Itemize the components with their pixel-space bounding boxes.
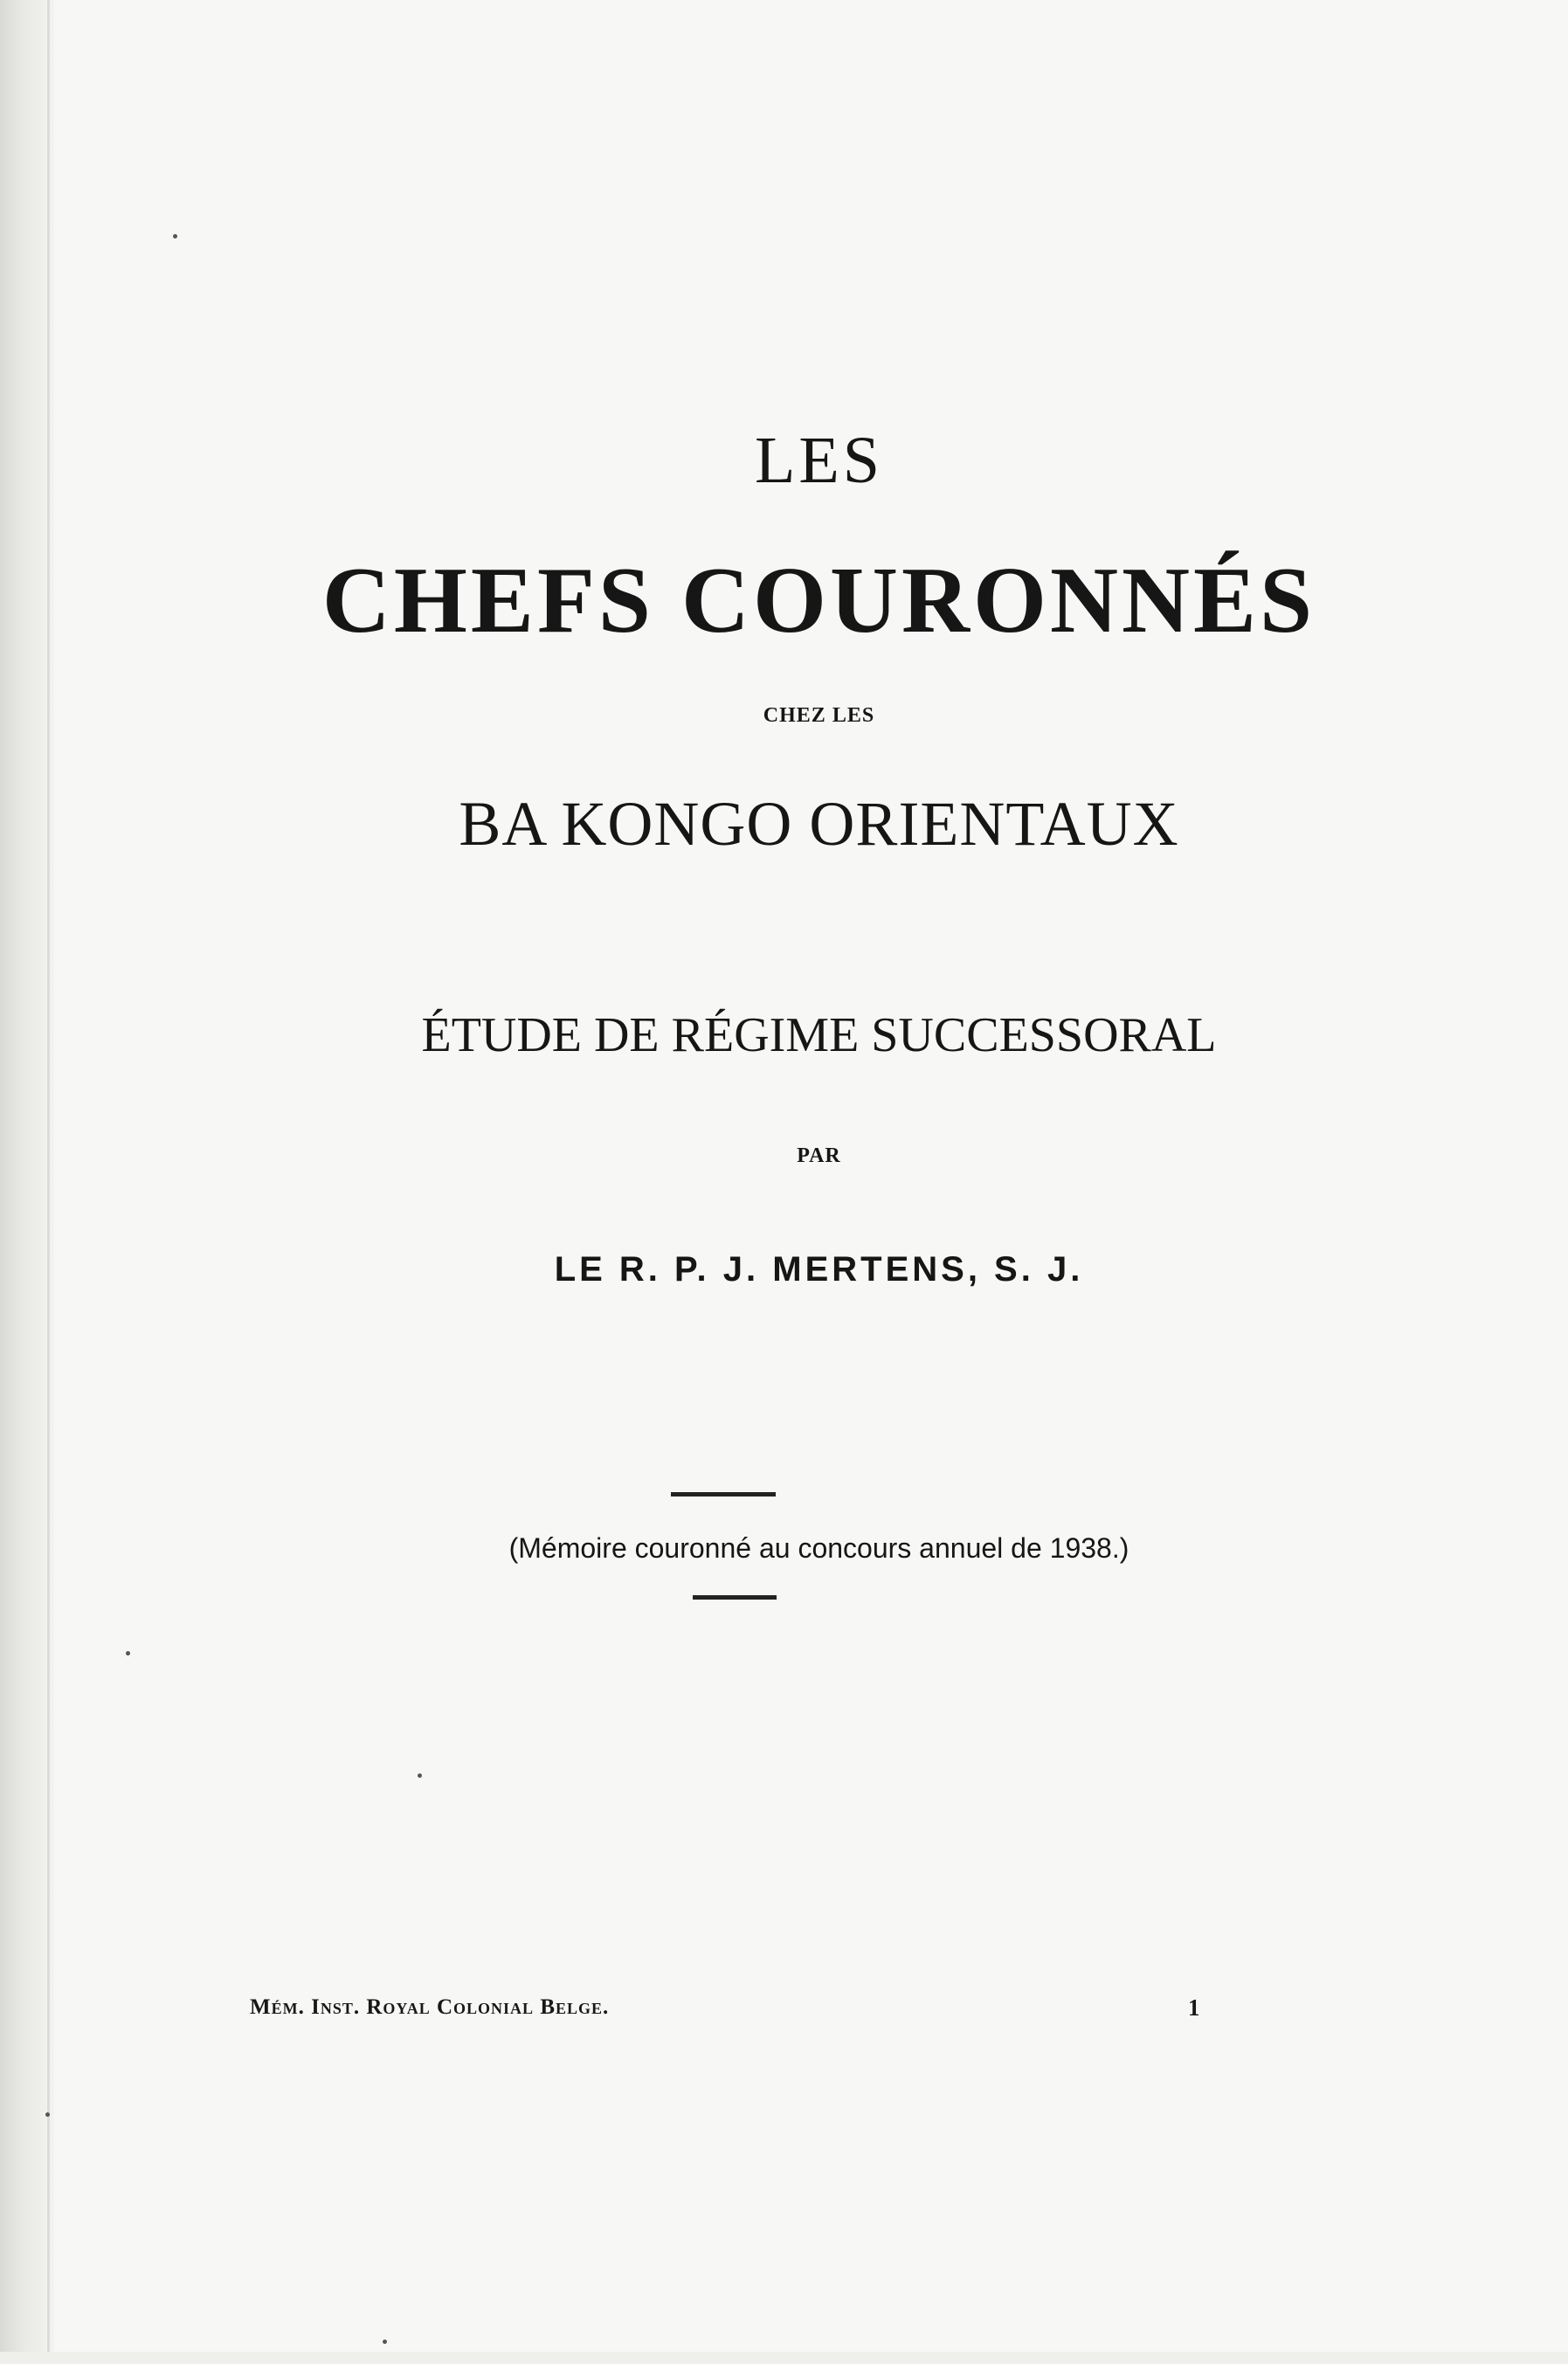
- binding-shadow: [0, 0, 54, 2364]
- title-line-ba-kongo: BA KONGO ORIENTAUX: [459, 789, 1179, 859]
- speck: [418, 1773, 422, 1778]
- decorative-rule-top: [671, 1492, 776, 1497]
- publication-footer: Mém. Inst. Royal Colonial Belge.: [250, 1995, 610, 2019]
- page-number: 1: [1188, 1994, 1200, 2021]
- by-line-label: PAR: [797, 1144, 841, 1167]
- speck: [45, 2112, 50, 2117]
- binding-line: [47, 0, 50, 2364]
- subtitle: ÉTUDE DE RÉGIME SUCCESSORAL: [421, 1008, 1217, 1062]
- title-line-chez-les: CHEZ LES: [763, 704, 875, 727]
- speck: [126, 1651, 130, 1655]
- main-title: CHEFS COURONNÉS: [321, 549, 1316, 653]
- page-bottom-edge: [0, 2352, 1568, 2364]
- title-line-les: LES: [754, 424, 884, 497]
- memoire-note: (Mémoire couronné au concours annuel de 1938.): [508, 1532, 1129, 1564]
- speck: [173, 234, 177, 238]
- decorative-rule-bottom: [693, 1595, 777, 1600]
- author-name: LE R. P. J. MERTENS, S. J.: [554, 1250, 1084, 1289]
- speck: [383, 2340, 387, 2344]
